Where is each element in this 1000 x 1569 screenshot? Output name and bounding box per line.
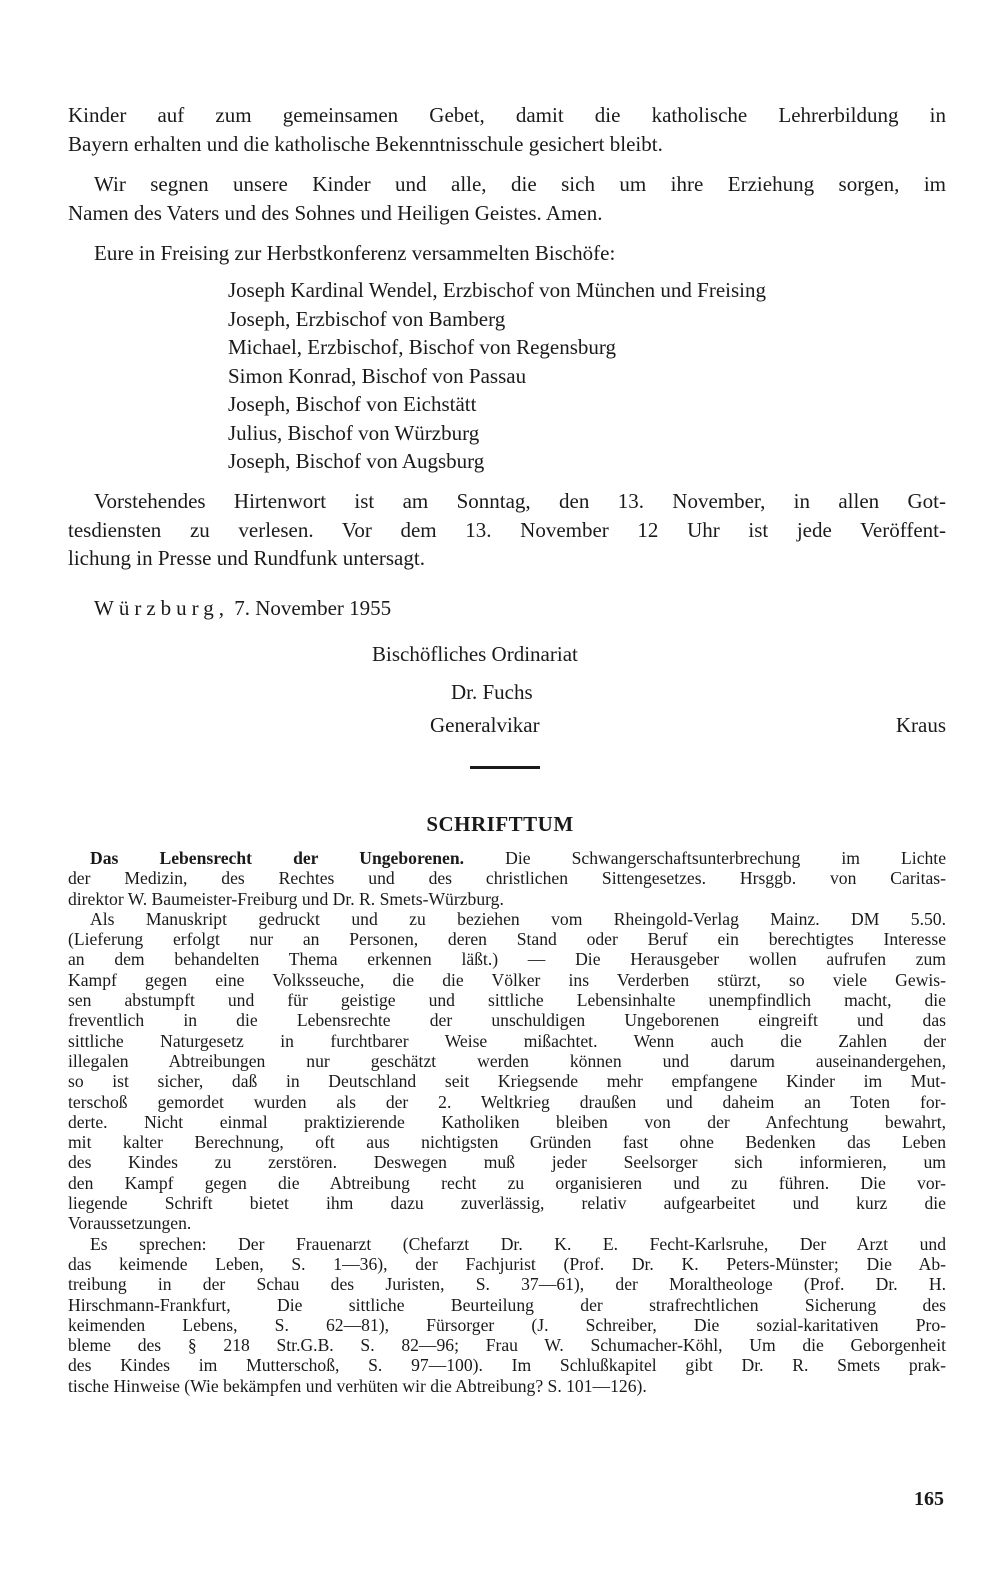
date: 7. November 1955 xyxy=(234,596,392,620)
text-line: des Kindes zu zerstören. Deswegen muß jeder Seelsorger sich informieren, um xyxy=(68,1152,946,1173)
text-line: so ist sicher, daß in Deutschland seit Kriegsende mehr empfangene Kinder im Mut- xyxy=(68,1071,946,1092)
text-line: Es sprechen: Der Frauenarzt (Chefarzt Dr. K. E. Fecht-Karlsruhe, Der Arzt und xyxy=(90,1233,946,1254)
text-line: das keimende Leben, S. 1—36), der Fachjurist (Prof. Dr. K. Peters-Münster; Die Ab- xyxy=(68,1253,946,1274)
text-line: direktor W. Baumeister-Freiburg und Dr. R. Smets-Würzburg. xyxy=(68,888,504,909)
office-name: Bischöfliches Ordinariat xyxy=(372,642,578,666)
text-line: Hirschmann-Frankfurt, Die sittliche Beurteilung der strafrechtlichen Sicherung des xyxy=(68,1294,946,1315)
text-line: terschoß gemordet wurden als der 2. Weltkrieg draußen und daheim an Toten for- xyxy=(68,1091,946,1112)
book-review xyxy=(68,848,946,1396)
text-line: keimenden Lebens, S. 62—81), Fürsorger (J. Schreiber, Die sozial-karitativen Pro- xyxy=(68,1314,946,1335)
text-line: liegende Schrift bietet ihm dazu zuverlässig, relativ aufgearbeitet und kurz die xyxy=(68,1193,946,1214)
text-line: sittliche Naturgesetz in furchtbarer Weise mißachtet. Wenn auch die Zahlen der xyxy=(68,1030,946,1051)
text-line: tesdiensten zu verlesen. Vor dem 13. November 12 Uhr ist jede Veröffent- xyxy=(68,517,946,542)
text-line: Kampf gegen eine Volksseuche, die die Völker ins Verderben stürzt, so viele Gewis- xyxy=(68,969,946,990)
bishop-signature: Julius, Bischof von Würzburg xyxy=(228,420,480,445)
place: Würzburg, xyxy=(94,596,229,620)
signoff-intro: Eure in Freising zur Herbstkonferenz versammelten Bischöfe: xyxy=(94,241,616,265)
text-line: Kinder auf zum gemeinsamen Gebet, damit die katholische Lehrerbildung in xyxy=(68,103,946,127)
countersign: Kraus xyxy=(895,713,946,737)
bishop-signature: Joseph Kardinal Wendel, Erzbischof von München und Freising xyxy=(228,278,766,302)
place-date-line xyxy=(94,594,391,623)
section-heading: SCHRIFTTUM xyxy=(426,812,574,836)
text-line: Vorstehendes Hirtenwort ist am Sonntag, den 13. November, in allen Got- xyxy=(94,489,946,513)
bishop-signature: Michael, Erzbischof, Bischof von Regensburg xyxy=(228,335,617,359)
text-line: Voraussetzungen. xyxy=(68,1213,192,1234)
text-line: Wir segnen unsere Kinder und alle, die sich um ihre Erziehung sorgen, im xyxy=(94,172,946,196)
signatory-title: Generalvikar xyxy=(430,713,540,737)
text-line: Die Schwangerschaftsunterbrechung im Lichte xyxy=(505,848,946,868)
section-divider xyxy=(470,766,540,769)
bishop-signature: Joseph, Bischof von Eichstätt xyxy=(228,392,477,416)
text-line: derte. Nicht einmal praktizierende Katholiken bleiben von der Anfechtung bewahrt, xyxy=(68,1111,946,1132)
text-line: den Kampf gegen die Abtreibung recht zu organisieren und zu führen. Die vor- xyxy=(68,1172,946,1193)
bishop-signature: Joseph, Erzbischof von Bamberg xyxy=(228,306,506,331)
text-line: bleme des § 218 Str.G.B. S. 82—96; Frau W. Schumacher-Köhl, Um die Geborgenheit xyxy=(68,1335,946,1356)
text-line: Namen des Vaters und des Sohnes und Heiligen Geistes. Amen. xyxy=(68,200,603,225)
review-first-line xyxy=(68,848,946,868)
text-line: freventlich in die Lebensrechte der unschuldigen Ungeborenen eingreift und das xyxy=(68,1010,946,1031)
letter-paragraph-2 xyxy=(68,170,946,227)
text-line: illegalen Abtreibungen nur geschätzt werden können und darum auseinandergehen, xyxy=(68,1050,946,1071)
text-line: der Medizin, des Rechtes und des christlichen Sittengesetzes. Hrsggb. von Caritas- xyxy=(68,868,946,889)
bishops-list xyxy=(228,276,766,476)
bishop-signature: Simon Konrad, Bischof von Passau xyxy=(228,363,527,388)
text-line: Als Manuskript gedruckt und zu beziehen vom Rheingold-Verlag Mainz. DM 5.50. xyxy=(90,908,946,929)
book-title: Das Lebensrecht der Ungeborenen. xyxy=(90,848,465,868)
text-line: sen abstumpft und für geistige und sittliche Lebensinhalte unempfindlich macht, die xyxy=(68,990,946,1011)
publication-notice xyxy=(68,487,946,573)
bishop-signature: Joseph, Bischof von Augsburg xyxy=(228,449,485,473)
page-number: 165 xyxy=(914,1488,944,1510)
letter-paragraph-1 xyxy=(68,101,946,158)
text-line: des Kindes im Mutterschoß, S. 97—100). Im Schlußkapitel gibt Dr. R. Smets prak- xyxy=(68,1355,946,1376)
text-line: (Lieferung erfolgt nur an Personen, deren Stand oder Beruf ein berechtigtes Interesse xyxy=(68,929,946,950)
text-line: mit kalter Berechnung, oft aus nichtigsten Gründen fast ohne Bedenken das Leben xyxy=(68,1132,946,1153)
text-line: tische Hinweise (Wie bekämpfen und verhüten wir die Abtreibung? S. 101—126). xyxy=(68,1375,647,1396)
text-line: an dem behandelten Thema erkennen läßt.) — Die Herausgeber wollen aufrufen zum xyxy=(68,949,946,970)
text-line: treibung in der Schau des Juristen, S. 37—61), der Moraltheologe (Prof. Dr. H. xyxy=(68,1274,946,1295)
signatory-name: Dr. Fuchs xyxy=(451,680,533,704)
text-line: lichung in Presse und Rundfunk untersagt. xyxy=(68,546,425,570)
text-line: Bayern erhalten und die katholische Bekenntnisschule gesichert bleibt. xyxy=(68,131,663,156)
